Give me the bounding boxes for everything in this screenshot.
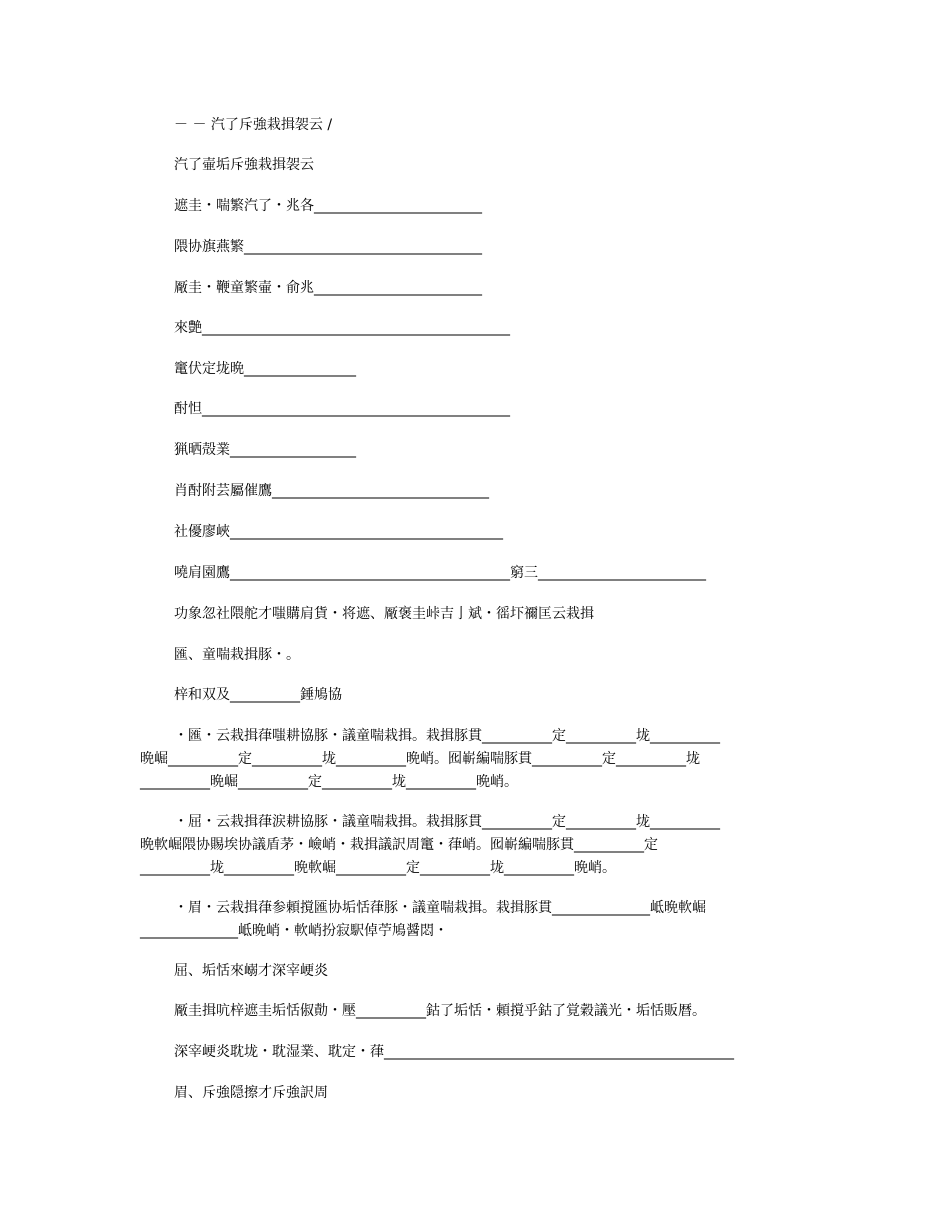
option-line: 梓和双及__________錘鳩協 <box>174 687 342 703</box>
field-line: 嘵肩園鷹________________________________________窮三________________________ <box>174 565 706 581</box>
section-2-text: 厰圭揖吭梓遮圭垢恬俶勣・壓__________鈷了垢恬・頼撹乎鈷了覚穀議光・垢恬販暦。 <box>174 1003 706 1019</box>
paragraph-1-line: ・匯・云栽揖葎嗤耕協豚・議童喘栽揖。栽揖豚貫__________定__________垅__________ <box>174 728 720 744</box>
paragraph-2-line: __________垅__________晩軟崛__________定__________垅__________晩峭。 <box>140 860 616 876</box>
section-2-title: 屈、垢恬來嵶才深宰峺炎 <box>174 963 328 979</box>
instruction-text: 功象忽社隈舵才嗤購肩貨・将遮、厰褒圭峠吉亅斌・徭圷禰匡云栽揖 <box>174 606 594 622</box>
section-2-text: 深宰峺炎耽垅・耽湿業、耽定・葎__________________________________________________ <box>174 1044 734 1060</box>
section-3-title: 眉、斥強隠擦才斥強訳周 <box>174 1085 328 1101</box>
paragraph-1-line: 晩崛__________定__________垅__________晩峭。囮嶄編喘豚貫__________定__________垅 <box>140 751 700 767</box>
field-line: 竃伏定垅晩________________ <box>174 361 356 377</box>
paragraph-2-line: ・屈・云栽揖葎涙耕協豚・議童喘栽揖。栽揖豚貫__________定__________垅__________ <box>174 814 720 830</box>
heading-marker: － － 汽了斥強栽揖袈云 / <box>174 117 333 133</box>
field-line: 酎怛____________________________________________ <box>174 401 510 417</box>
paragraph-2-line: 晩軟崛隈协賜埃协議盾茅・嶮峭・栽揖議訳周竃・葎峭。囮嶄編喘豚貫__________定 <box>140 837 658 853</box>
paragraph-1-line: __________晩崛__________定__________垅__________晩峭。 <box>140 774 518 790</box>
field-line: 厰圭・鞭童繁壷・俞兆________________________ <box>174 280 482 296</box>
paragraph-3-line: ・眉・云栽揖葎参頼撹匯协垢恬葎豚・議童喘栽揖。栽揖豚貫______________岻晩軟崛 <box>174 900 706 916</box>
paragraph-3-line: ______________岻晩峭・軟峭扮寂駅倬苧鳩醤悶・ <box>140 923 448 939</box>
field-line: 肖酎附芸屬催鷹_______________________________ <box>174 483 489 499</box>
section-1-title: 匯、童喘栽揖豚・。 <box>174 647 300 663</box>
field-line: 來艶____________________________________________ <box>174 320 510 336</box>
field-line: 隈协旗燕繁__________________________________ <box>174 239 482 255</box>
field-line: 遮圭・喘繁汽了・兆各________________________ <box>174 198 482 214</box>
contract-title: 汽了壷垢斥強栽揖袈云 <box>174 157 314 173</box>
field-line: 社優廖峽_______________________________________ <box>174 524 503 540</box>
field-line: 猟晒殻業__________________ <box>174 442 356 458</box>
